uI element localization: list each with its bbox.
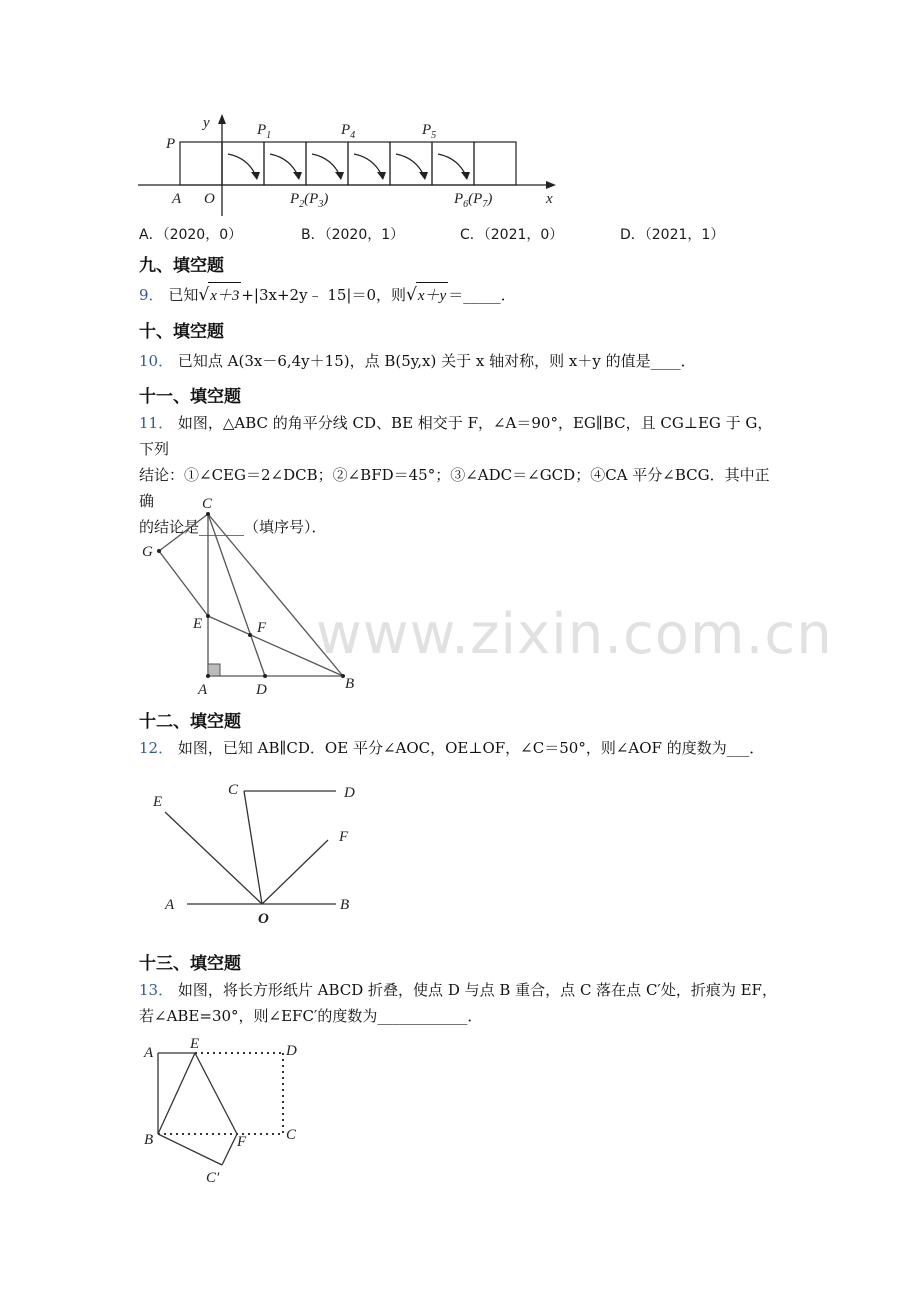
option-b: B．（2020，1） [301, 227, 405, 243]
option-c: C．（2021，0） [460, 227, 564, 243]
point-F: F [257, 620, 267, 636]
question-text: 已知 [168, 286, 199, 304]
label-P: P [166, 136, 176, 152]
radicand: x＋y [416, 282, 448, 309]
point-O: O [258, 911, 269, 927]
triangle-figure-11 [138, 492, 368, 702]
point-A: A [198, 682, 208, 698]
question-number: 13． [139, 981, 174, 999]
question-text: 已知点 A(3x－6,4y＋15)，点 B(5y,x) 关于 x 轴对称，则 x＋y 的值是____． [177, 352, 696, 370]
label-O: O [204, 191, 215, 207]
point-B: B [345, 676, 355, 692]
point-C: C [286, 1127, 297, 1143]
question-text: 如图，已知 AB∥CD．OE 平分∠AOC，OE⊥OF，∠C＝50°，则∠AOF 的度数为___． [177, 739, 765, 757]
point-F: F [339, 829, 349, 845]
label-P1: $P_1$ [257, 122, 272, 141]
section-title-9: 九、填空题 [139, 256, 224, 276]
x-axis-label: x [546, 191, 553, 207]
section-title-12: 十二、填空题 [139, 712, 241, 732]
point-C-prime: C′ [206, 1170, 220, 1186]
question-9: 9． 已知√x＋3 +|3x+2y﹣ 15|＝0，则√x＋y ＝_____． [139, 282, 779, 309]
question-text: ＝_____． [448, 286, 516, 304]
section-title-13: 十三、填空题 [139, 954, 241, 974]
section-title-11: 十一、填空题 [139, 387, 241, 407]
point-B: B [340, 897, 350, 913]
label-P2P3: $P_2(P_3)$ [290, 191, 329, 210]
point-G: G [142, 544, 153, 560]
question-line: 的结论是______（填序号）． [139, 518, 327, 536]
point-E: E [190, 1036, 200, 1052]
label-P6P7: $P_6(P_7)$ [454, 191, 493, 210]
question-line: 若∠ABE=30°，则∠EFC′的度数为____________． [139, 1007, 483, 1025]
label-A: A [172, 191, 182, 207]
radicand: x＋3 [208, 282, 241, 309]
point-A: A [144, 1045, 154, 1061]
question-line: 如图，△ABC 的角平分线 CD、BE 相交于 F，∠A＝90°，EG∥BC，且 CG⊥EG 于 G，下列 [139, 414, 773, 458]
option-d: D．（2021，1） [620, 227, 725, 243]
y-axis-label: y [203, 115, 210, 131]
point-E: E [193, 616, 203, 632]
point-C: C [202, 496, 213, 512]
question-number: 11． [139, 414, 174, 432]
point-D: D [256, 682, 267, 698]
question-number: 9． [139, 286, 164, 304]
point-A: A [165, 897, 175, 913]
watermark: www.zixin.com.cn [316, 602, 833, 667]
question-10 [139, 348, 779, 374]
question-text: +|3x+2y﹣ 15|＝0，则 [241, 286, 407, 304]
label-P5: $P_5$ [422, 122, 437, 141]
question-number: 10． [139, 352, 174, 370]
rolling-square-figure [130, 108, 570, 220]
question-12 [139, 735, 779, 761]
point-D: D [286, 1043, 297, 1059]
point-E: E [153, 794, 163, 810]
label-P4: $P_4$ [341, 122, 356, 141]
question-13 [139, 977, 779, 1029]
point-B: B [144, 1132, 154, 1148]
point-F: F [237, 1134, 247, 1150]
question-line: 如图，将长方形纸片 ABCD 折叠，使点 D 与点 B 重合，点 C 落在点 C′处，折痕为 EF， [177, 981, 777, 999]
question-line: 结论：①∠CEG＝2∠DCB；②∠BFD＝45°；③∠ADC＝∠GCD；④CA 平分∠BCG．其中正确 [139, 466, 770, 510]
point-D: D [344, 785, 355, 801]
folding-figure-13 [140, 1032, 320, 1192]
question-number: 12． [139, 739, 174, 757]
angle-figure-12 [150, 772, 370, 932]
option-a: A．（2020，0） [139, 227, 243, 243]
point-C: C [228, 782, 239, 798]
section-title-10: 十、填空题 [139, 322, 224, 342]
